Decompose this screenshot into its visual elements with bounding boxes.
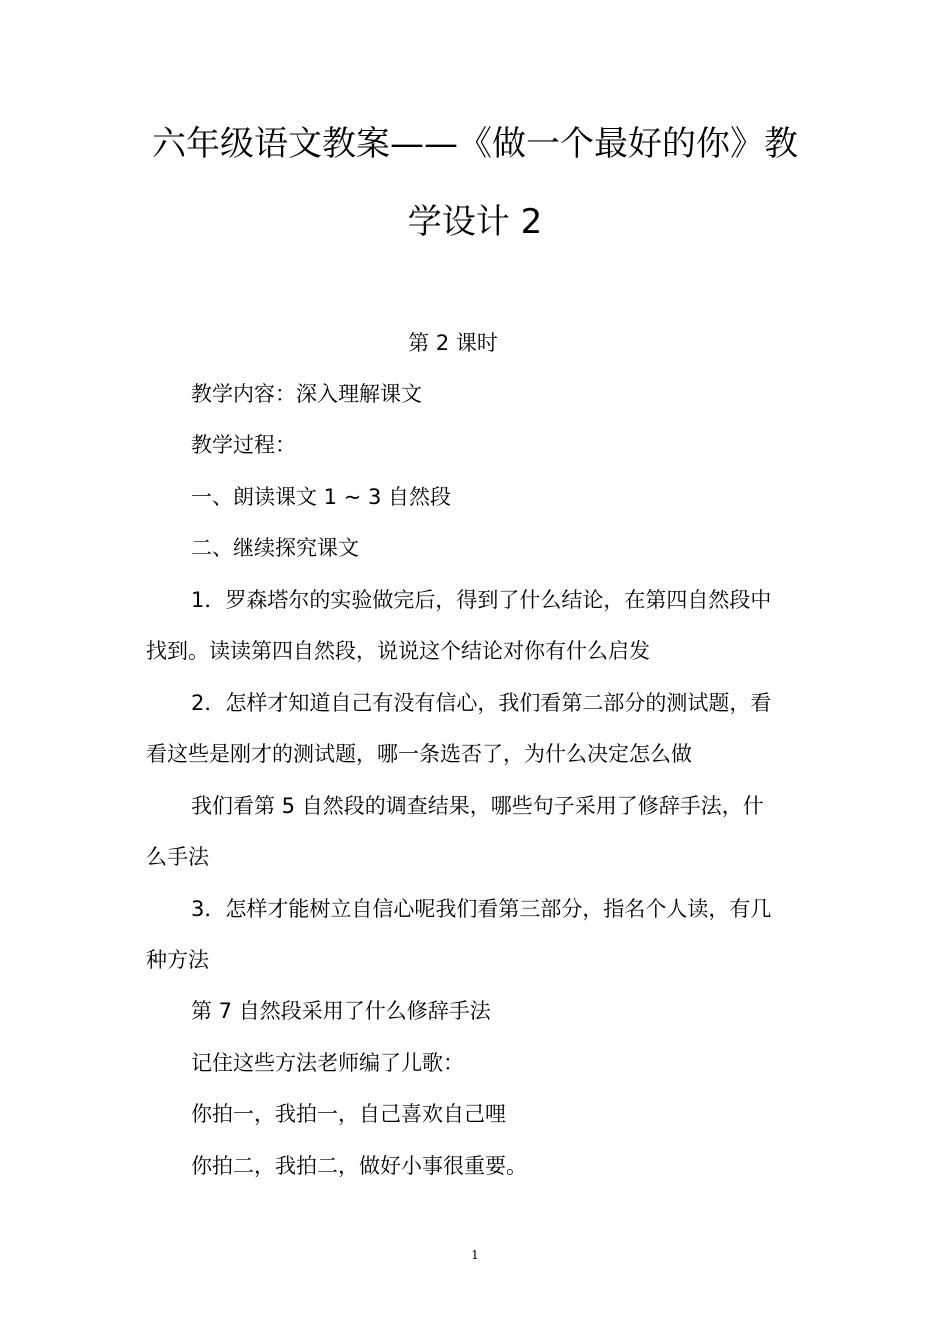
paragraph-rhyme-line-2: 你拍二，我拍二，做好小事很重要。 [191,1154,527,1178]
paragraph-nursery-rhyme-intro: 记住这些方法老师编了儿歌： [191,1051,464,1075]
document-title-line-2: 学设计 2 [407,202,543,242]
lesson-heading: 第 2 课时 [408,331,498,355]
paragraph-survey-line-1: 我们看第 5 自然段的调查结果，哪些句子采用了修辞手法，什 [191,794,764,818]
paragraph-item-2-line-2: 看这些是刚才的测试题，哪一条选否了，为什么决定怎么做 [146,742,692,766]
paragraph-item-3-line-2: 种方法 [146,948,209,972]
paragraph-rhyme-line-1: 你拍一，我拍一，自己喜欢自己哩 [191,1102,506,1126]
paragraph-section-two: 二、继续探究课文 [191,536,359,560]
paragraph-teaching-process: 教学过程： [191,433,296,457]
paragraph-teaching-content: 教学内容：深入理解课文 [191,382,422,406]
paragraph-survey-line-2: 么手法 [146,845,209,869]
paragraph-rhetoric-question: 第 7 自然段采用了什么修辞手法 [191,999,491,1023]
paragraph-section-one: 一、朗读课文 1 ~ 3 自然段 [191,485,452,509]
paragraph-item-1-line-1: 1．罗森塔尔的实验做完后，得到了什么结论，在第四自然段中 [191,588,772,612]
paragraph-item-2-line-1: 2．怎样才知道自己有没有信心，我们看第二部分的测试题，看 [191,691,772,715]
page-number: 1 [471,1248,479,1262]
paragraph-item-3-line-1: 3．怎样才能树立自信心呢我们看第三部分，指名个人读，有几 [191,897,772,921]
document-title-line-1: 六年级语文教案——《做一个最好的你》教 [152,124,798,164]
paragraph-item-1-line-2: 找到。读读第四自然段，说说这个结论对你有什么启发 [146,639,650,663]
